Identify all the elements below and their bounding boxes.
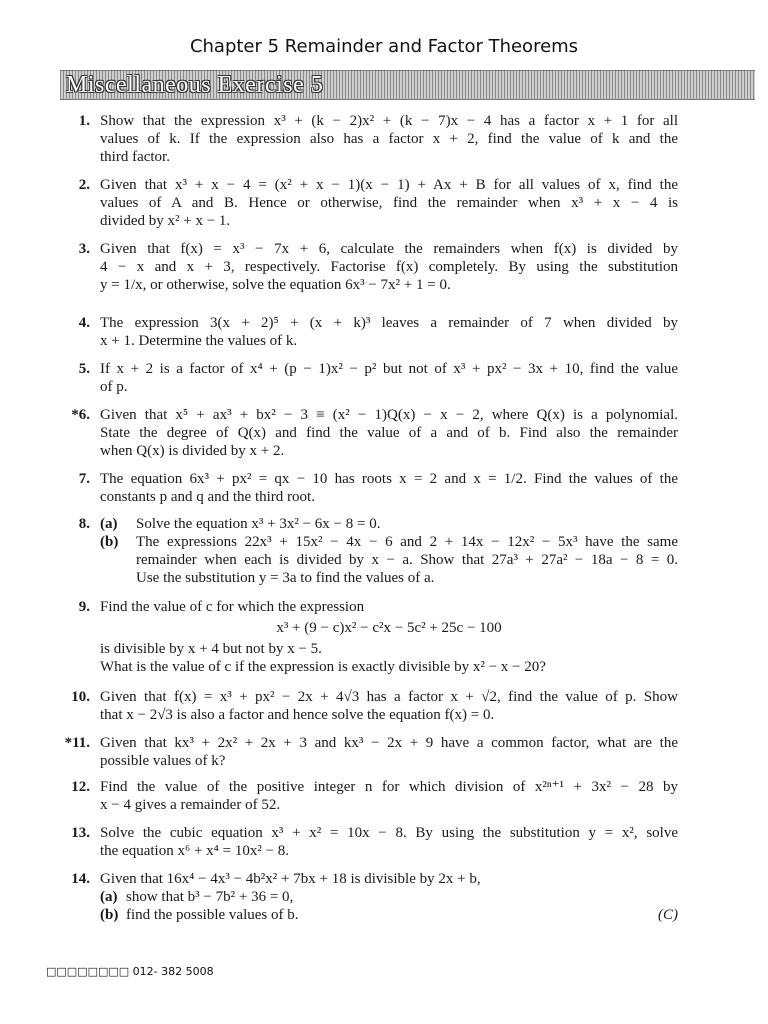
question-line: that x − 2√3 is also a factor and hence solve the equation f(x) = 0.: [100, 707, 495, 723]
question-line: Solve the cubic equation x³ + x² = 10x − 8. By using the substitution y = x², solve: [100, 825, 678, 841]
question-number: 12.: [71, 779, 90, 795]
question-line: 4 − x and x + 3, respectively. Factorise f(x) completely. By using the substitution: [100, 259, 678, 275]
question-10: [71, 688, 678, 724]
section-banner: [60, 70, 755, 100]
question-line: What is the value of c if the expression is exactly divisible by x² − x − 20?: [100, 659, 546, 675]
question-line: Use the substitution y = 3a to find the values of a.: [136, 570, 435, 586]
question-line: Given that f(x) = x³ + px² − 2x + 4√3 has a factor x + √2, find the value of p. Show: [100, 689, 678, 705]
question-number: 7.: [78, 471, 90, 487]
question-line: values of A and B. Hence or otherwise, find the remainder when x³ + x − 4 is: [100, 195, 678, 211]
question-line: The equation 6x³ + px² = qx − 10 has roots x = 2 and x = 1/2. Find the values of the: [100, 471, 678, 487]
question-line: when Q(x) is divided by x + 2.: [100, 443, 285, 459]
question-3: [78, 240, 678, 294]
question-expression: x³ + (9 − c)x² − c²x − 5c² + 25c − 100: [276, 620, 502, 636]
question-13: [71, 824, 678, 860]
question-number: 2.: [78, 177, 90, 193]
question-line: the equation x⁶ + x⁴ = 10x² − 8.: [100, 843, 290, 859]
question-number: *6.: [71, 407, 90, 423]
question-4: [78, 314, 678, 350]
question-line: Given that 16x⁴ − 4x³ − 4b²x² + 7bx + 18 is divisible by 2x + b,: [100, 871, 481, 887]
part-label: (b): [100, 534, 119, 550]
question-line: Find the value of c for which the expression: [100, 599, 365, 615]
part-label: (b): [100, 907, 119, 923]
question-number: *11.: [64, 735, 90, 751]
question-14: [71, 870, 678, 924]
question-line: Show that the expression x³ + (k − 2)x² + (k − 7)x − 4 has a factor x + 1 for all: [100, 113, 678, 129]
question-line: of p.: [100, 379, 128, 395]
question-number: 9.: [78, 599, 90, 615]
question-part-b: [100, 533, 678, 587]
question-line: Given that x³ + x − 4 = (x² + x − 1)(x − 1) + Ax + B for all values of x, find the: [100, 177, 678, 193]
question-1: [78, 112, 678, 166]
question-number: 10.: [71, 689, 90, 705]
question-line: possible values of k?: [100, 753, 226, 769]
question-number: 4.: [78, 315, 90, 331]
question-number: 13.: [71, 825, 90, 841]
question-12: [71, 778, 678, 814]
question-line: is divisible by x + 4 but not by x − 5.: [100, 641, 322, 657]
question-line: The expression 3(x + 2)⁵ + (x + k)³ leaves a remainder of 7 when divided by: [100, 315, 678, 331]
question-line: Find the value of the positive integer n for which division of x²ⁿ⁺¹ + 3x² − 28 by: [100, 779, 678, 795]
question-line: State the degree of Q(x) and find the value of a and of b. Find also the remainder: [100, 425, 678, 441]
question-line: show that b³ − 7b² + 36 = 0,: [126, 889, 294, 905]
question-line: Given that f(x) = x³ − 7x + 6, calculate the remainders when f(x) is divided by: [100, 241, 678, 257]
page-title: Chapter 5 Remainder and Factor Theorems: [189, 36, 579, 57]
question-line: x + 1. Determine the values of k.: [100, 333, 298, 349]
question-line: The expressions 22x³ + 15x² − 4x − 6 and 2 + 14x − 12x² − 5x³ have the same: [136, 534, 678, 550]
question-7: [78, 470, 678, 506]
part-label: (a): [100, 889, 118, 905]
question-line: values of k. If the expression also has a factor x + 2, find the value of k and the: [100, 131, 678, 147]
question-line: find the possible values of b.: [126, 907, 299, 923]
part-label: (a): [100, 516, 118, 532]
question-6: [71, 406, 678, 460]
question-line: Given that x⁵ + ax³ + bx² − 3 ≡ (x² − 1)Q(x) − x − 2, where Q(x) is a polynomial.: [100, 407, 678, 423]
question-line: third factor.: [100, 149, 170, 165]
question-line: constants p and q and the third root.: [100, 489, 315, 505]
question-5: [78, 360, 678, 396]
question-line: divided by x² + x − 1.: [100, 213, 231, 229]
question-number: 5.: [78, 361, 90, 377]
footer-contact: □□□□□□□□ 012- 382 5008: [46, 965, 214, 978]
question-number: 1.: [78, 113, 90, 129]
question-line: y = 1/x, or otherwise, solve the equation 6x³ − 7x² + 1 = 0.: [100, 277, 451, 293]
question-part-a: [100, 888, 678, 906]
question-line: Solve the equation x³ + 3x² − 6x − 8 = 0.: [136, 516, 381, 532]
question-part-b: [100, 906, 678, 924]
source-tag: (C): [658, 907, 678, 923]
question-part-a: [100, 515, 678, 533]
question-line: Given that kx³ + 2x² + 2x + 3 and kx³ − 2x + 9 have a common factor, what are the: [100, 735, 678, 751]
question-line: x − 4 gives a remainder of 52.: [100, 797, 281, 813]
question-2: [78, 176, 678, 230]
question-9: [78, 598, 678, 676]
question-8: [78, 515, 678, 587]
question-number: 8.: [78, 516, 90, 532]
question-line: If x + 2 is a factor of x⁴ + (p − 1)x² − p² but not of x³ + px² − 3x + 10, find the value: [100, 361, 678, 377]
question-line: remainder when each is divided by x − a. Show that 27a³ + 27a² − 18a − 8 = 0.: [136, 552, 678, 568]
banner-title: Miscellaneous Exercise 5: [66, 72, 324, 98]
question-number: 14.: [71, 871, 90, 887]
question-11: [64, 734, 678, 770]
question-number: 3.: [78, 241, 90, 257]
